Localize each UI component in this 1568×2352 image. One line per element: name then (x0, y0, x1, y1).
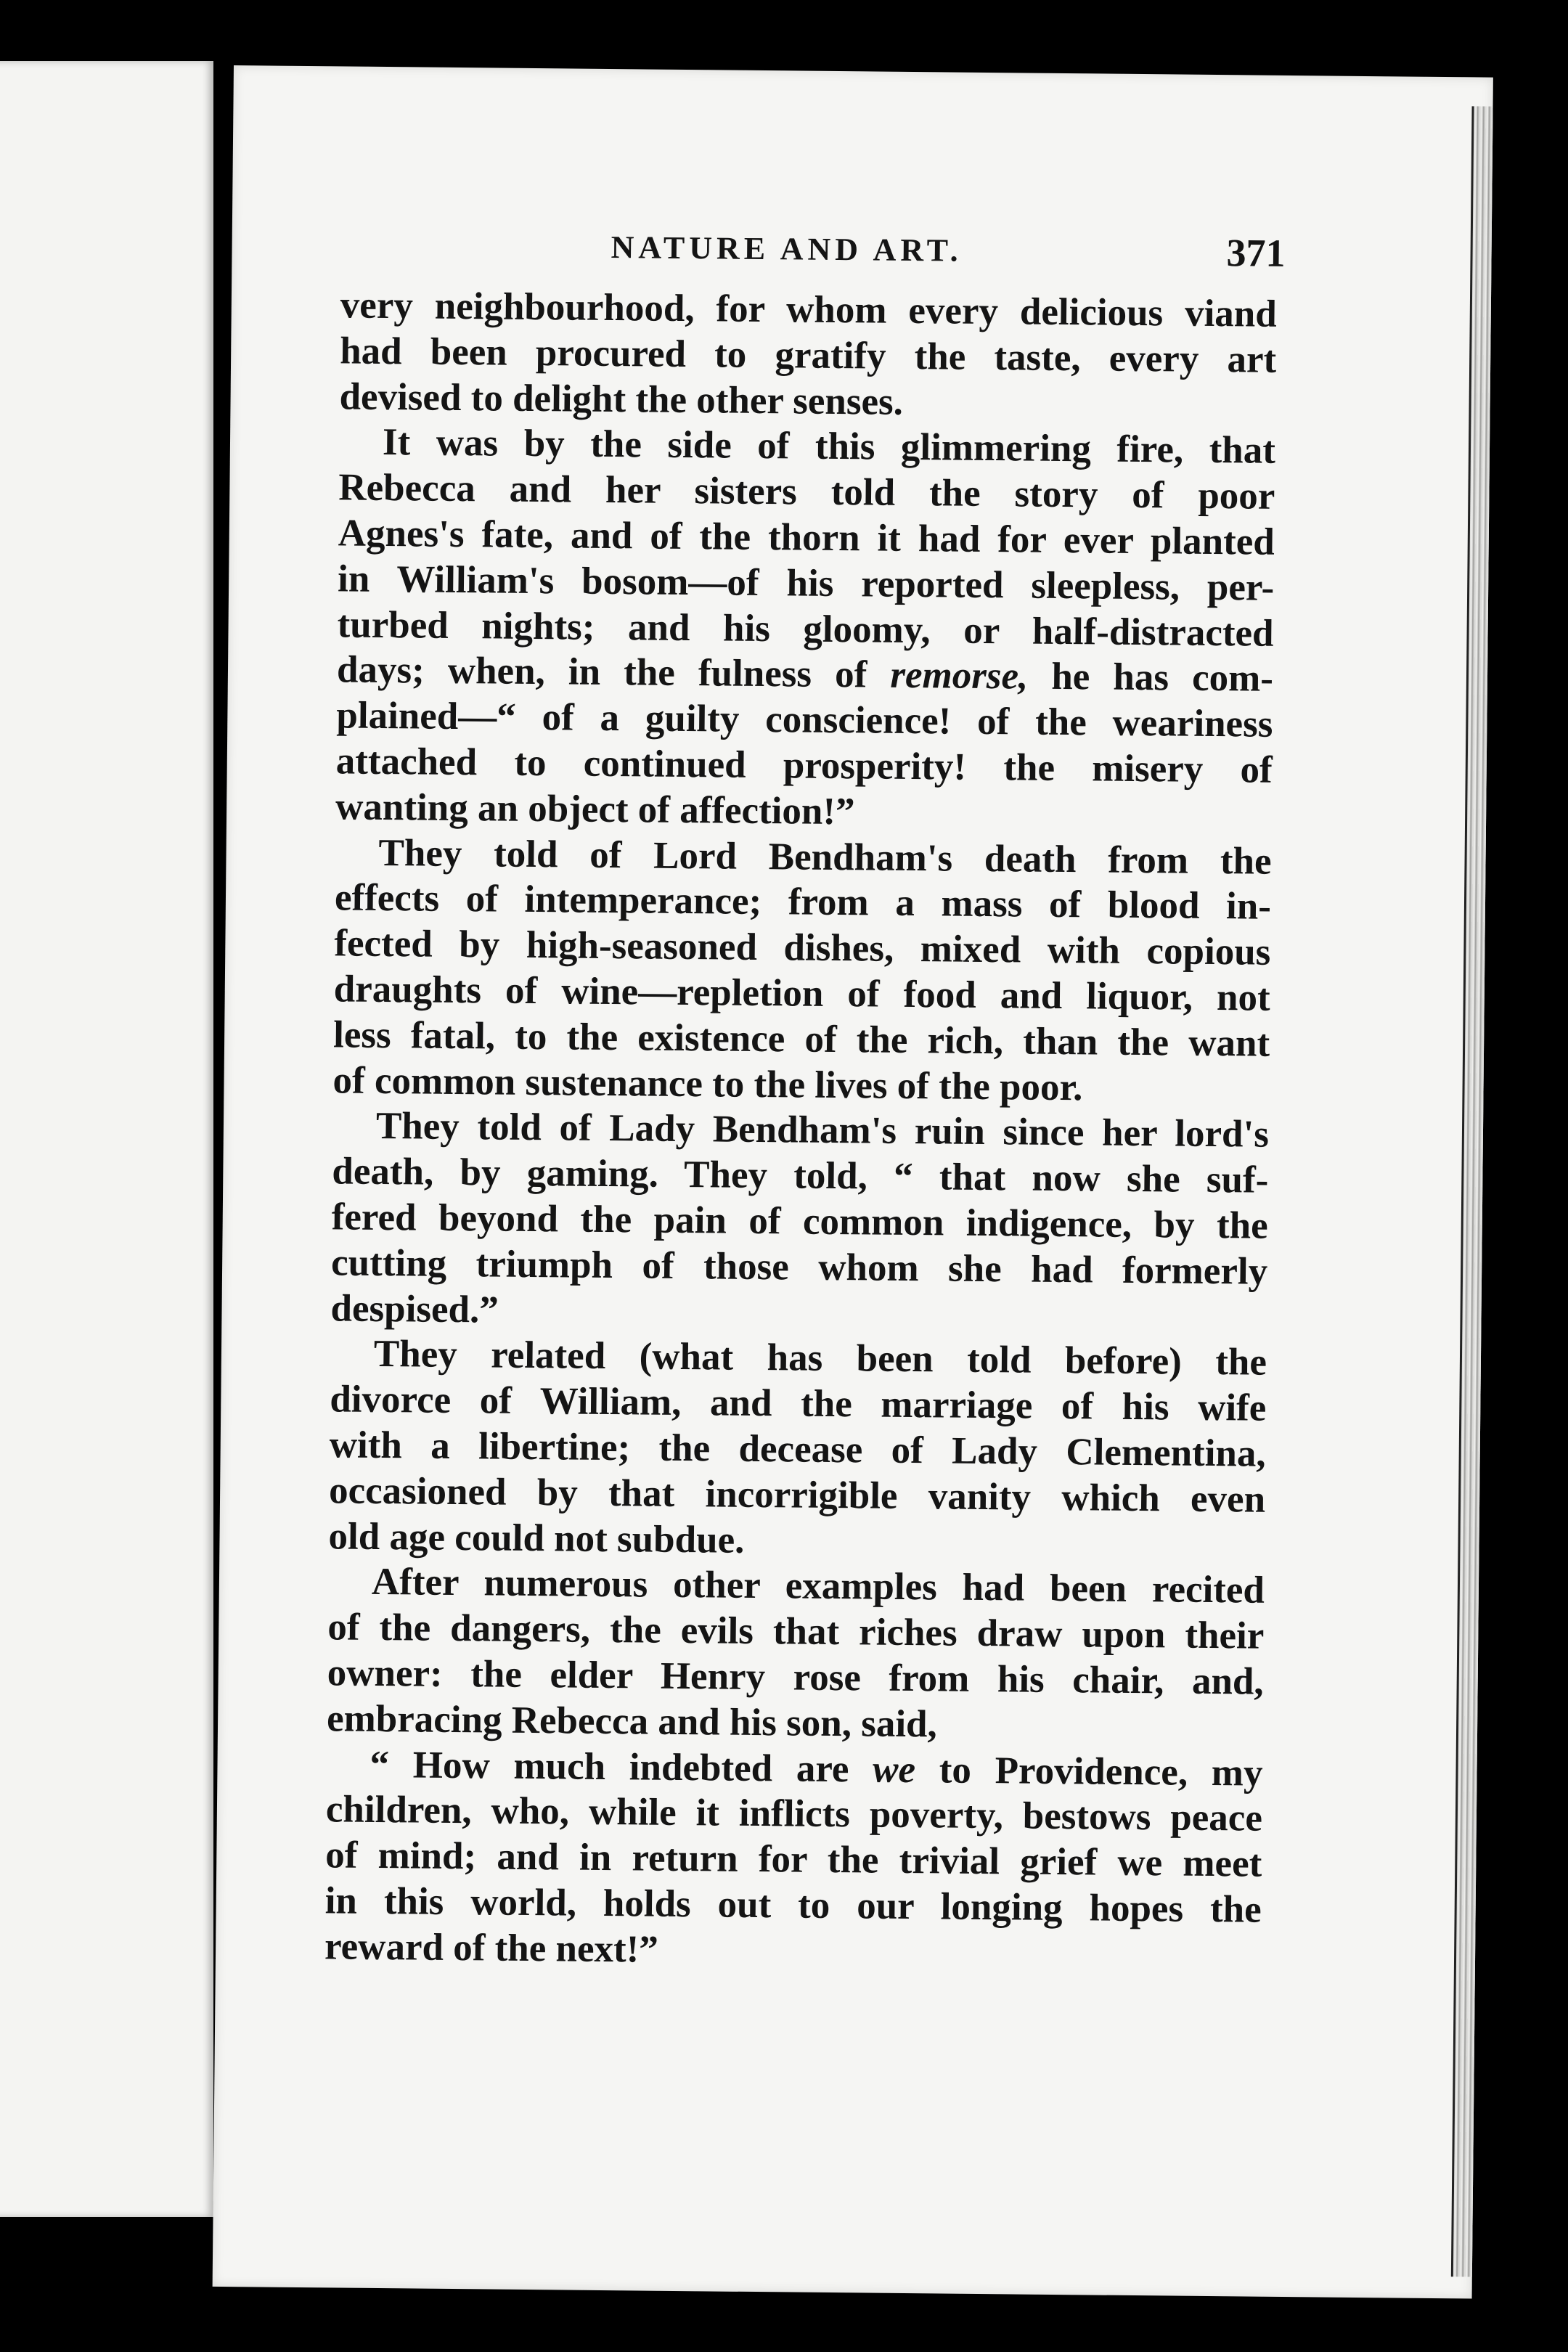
left-page-line (0, 658, 213, 703)
text-line: Agnes's fate, and of the thorn it had for ever planted (338, 512, 1275, 563)
text-line: They related (what has been told before) the (373, 1333, 1267, 1384)
text-line: plained—“ of a guilty conscience! of the weariness (336, 694, 1273, 746)
text-line: It was by the side of this glimmering fire, that (382, 421, 1276, 473)
text-line: children, who, while it inflicts poverty, bestows peace (325, 1788, 1263, 1840)
page-number: 371 (1226, 231, 1286, 275)
left-page-line (0, 1847, 213, 1892)
text-line: wanting an object of affection!” (335, 785, 855, 833)
emphasis-word: we (872, 1748, 916, 1791)
text-line: despised.” (330, 1286, 499, 1331)
left-page-line (0, 886, 213, 932)
text-line: with a libertine; the decease of Lady Clementina, (329, 1424, 1266, 1475)
text-line: turbed nights; and his gloomy, or half-distracted (337, 603, 1274, 655)
running-head: NATURE AND ART. (611, 229, 963, 269)
text-segment: days; when, in the fulness of (336, 648, 867, 696)
text-line: of mind; and in return for the trivial grief we meet (325, 1834, 1262, 1885)
left-page (0, 61, 213, 2217)
left-page-line (0, 841, 213, 886)
text-line: of the dangers, the evils that riches draw upon their (327, 1606, 1265, 1657)
left-page-line (0, 1024, 213, 1069)
page-edge (1451, 106, 1493, 2277)
left-page-line (0, 1527, 213, 1572)
text-line: divorce of William, and the marriage of his wife (330, 1378, 1267, 1429)
left-page-line (0, 1344, 213, 1389)
left-page-line (0, 383, 213, 429)
left-page-line (0, 932, 213, 978)
left-page-line (0, 612, 213, 658)
text-line: old age could not subdue. (328, 1514, 745, 1561)
text-segment: he has com- (1027, 655, 1274, 701)
left-page-line (0, 1481, 213, 1527)
left-page-text (0, 292, 131, 1984)
left-page-line (0, 1389, 213, 1435)
left-page-line (0, 338, 213, 383)
emphasis-word: remorse, (890, 654, 1029, 698)
left-page-line (0, 749, 213, 795)
text-line: effects of intemperance; from a mass of blood in- (334, 876, 1272, 928)
text-segment: “ How much indebted are (369, 1743, 849, 1790)
text-line: fected by high-seasoned dishes, mixed with copious (334, 922, 1271, 973)
text-line: devised to delight the other senses. (339, 375, 904, 423)
left-page-line (0, 429, 213, 475)
text-line: of common sustenance to the lives of the poor. (332, 1058, 1083, 1108)
left-page-line (0, 1252, 213, 1298)
left-page-line (0, 703, 213, 749)
left-page-line (0, 1892, 213, 1938)
text-line: occasioned by that incorrigible vanity which even (328, 1469, 1266, 1521)
left-page-line (0, 475, 213, 520)
left-page-line (0, 1115, 213, 1161)
left-page-line (0, 1069, 213, 1115)
right-page (213, 65, 1493, 2299)
text-line: less fatal, to the existence of the rich, than the want (332, 1013, 1270, 1065)
text-line: They told of Lord Bendham's death from the (378, 831, 1272, 883)
text-line: in William's bosom—of his reported sleepless, per- (337, 558, 1275, 609)
left-page-line (0, 566, 213, 612)
text-line: had been procured to gratify the taste, every art (339, 330, 1277, 381)
text-segment: to Providence, my (915, 1748, 1263, 1794)
left-page-line (0, 1298, 213, 1344)
text-line: owner: the elder Henry rose from his chair, and, (327, 1651, 1264, 1703)
text-line: embracing Rebecca and his son, said, (326, 1697, 938, 1746)
left-page-line (0, 1572, 213, 1618)
text-line: cutting triumph of those whom she had formerly (330, 1241, 1268, 1293)
text-line: death, by gaming. They told, “ that now she suf- (332, 1150, 1269, 1201)
left-page-line (0, 1161, 213, 1206)
text-line: They told of Lady Bendham's ruin since her lord's (375, 1105, 1270, 1156)
text-line: in this world, holds out to our longing hopes the (324, 1879, 1262, 1931)
left-page-line (0, 292, 213, 338)
body-text (324, 282, 1277, 1978)
left-page-line (0, 520, 213, 566)
text-line: draughts of wine—repletion of food and liquor, not (333, 968, 1271, 1019)
left-page-line (0, 1801, 213, 1847)
text-line: Rebecca and her sisters told the story of poor (338, 466, 1275, 518)
left-page-line (0, 1755, 213, 1801)
left-page-line (0, 978, 213, 1024)
text-line: very neighbourhood, for whom every delicious viand (340, 284, 1278, 335)
text-line: reward of the next!” (324, 1925, 659, 1971)
left-page-line (0, 1618, 213, 1664)
text-line: attached to continued prosperity! the misery of (335, 740, 1273, 791)
left-page-line (0, 1710, 213, 1755)
left-page-line (0, 1664, 213, 1710)
left-page-line (0, 1435, 213, 1481)
left-page-line (0, 795, 213, 841)
text-line: fered beyond the pain of common indigence, by the (331, 1196, 1268, 1247)
left-page-line (0, 1206, 213, 1252)
left-page-line (0, 1938, 213, 1984)
text-line: After numerous other examples had been recited (371, 1561, 1265, 1612)
